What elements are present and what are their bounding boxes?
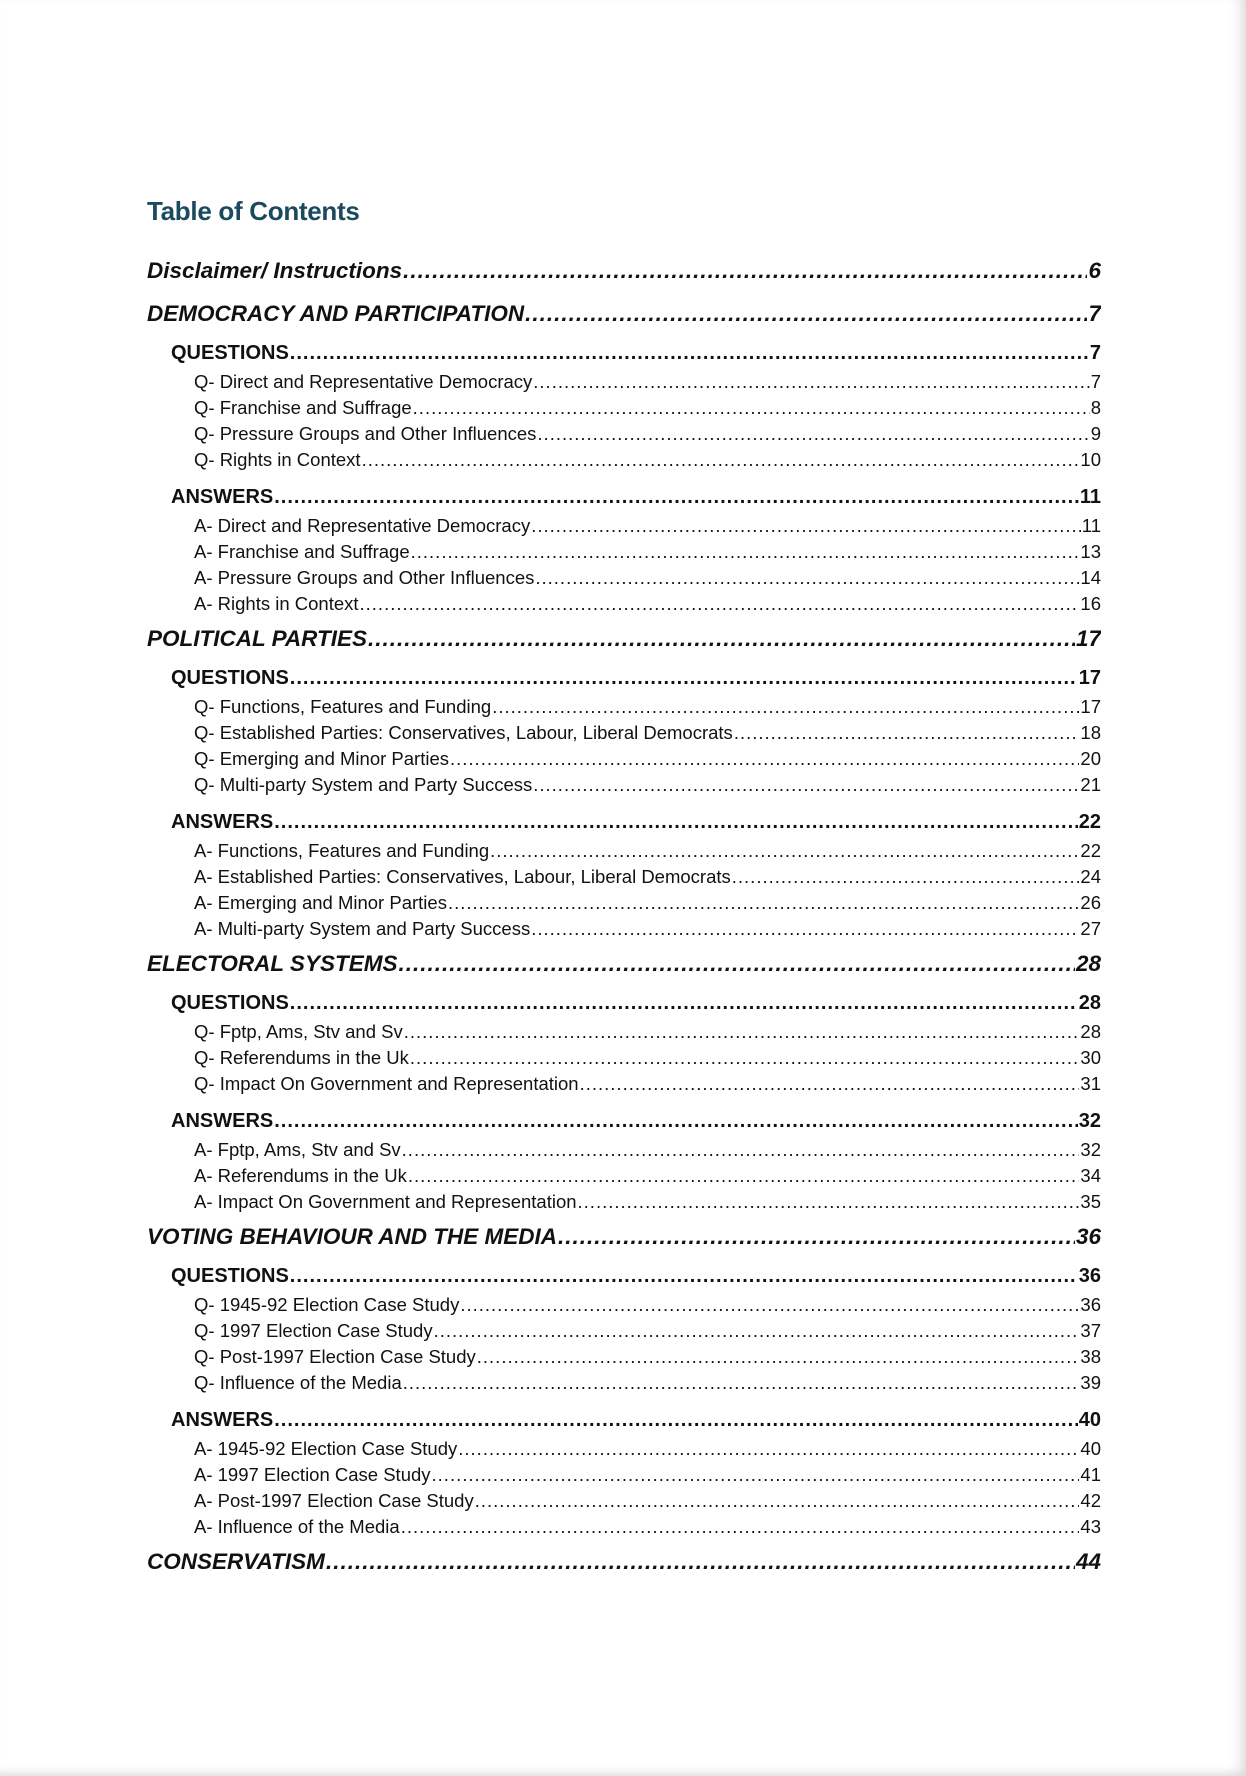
toc-entry-page-number: 34 bbox=[1080, 1165, 1101, 1186]
dot-leader bbox=[531, 513, 1081, 539]
toc-item-entry[interactable] bbox=[147, 1488, 1101, 1514]
toc-entry-label: A- Functions, Features and Funding bbox=[194, 840, 490, 861]
toc-item-entry[interactable] bbox=[147, 395, 1101, 421]
dot-leader bbox=[360, 591, 1080, 617]
toc-entry-label: Q- Impact On Government and Representation bbox=[194, 1073, 579, 1094]
toc-subsection-entry[interactable] bbox=[147, 1105, 1101, 1137]
dot-leader bbox=[558, 1215, 1075, 1258]
dot-leader bbox=[580, 1071, 1080, 1097]
dot-leader bbox=[398, 942, 1075, 985]
toc-entry-page-number: 17 bbox=[1080, 696, 1101, 717]
toc-entry-label: Q- Post-1997 Election Case Study bbox=[194, 1346, 476, 1367]
toc-item-entry[interactable] bbox=[147, 369, 1101, 395]
toc-entry-page-number: 6 bbox=[1088, 258, 1101, 283]
dot-leader bbox=[450, 746, 1079, 772]
dot-leader bbox=[525, 292, 1087, 335]
toc-entry-page-number: 22 bbox=[1078, 811, 1101, 833]
toc-item-entry[interactable] bbox=[147, 1071, 1101, 1097]
toc-entry-label: A- Direct and Representative Democracy bbox=[194, 515, 531, 536]
toc-title: Table of Contents bbox=[147, 196, 360, 226]
toc-entry-page-number: 11 bbox=[1081, 515, 1101, 536]
toc-entry-label: A- Emerging and Minor Parties bbox=[194, 892, 447, 913]
toc-item-entry[interactable] bbox=[147, 1318, 1101, 1344]
dot-leader bbox=[411, 539, 1080, 565]
toc-item-entry[interactable] bbox=[147, 1514, 1101, 1540]
dot-leader bbox=[732, 864, 1080, 890]
toc-item-entry[interactable] bbox=[147, 720, 1101, 746]
toc-entry-page-number: 20 bbox=[1080, 748, 1101, 769]
dot-leader bbox=[402, 1137, 1080, 1163]
toc-entry-label: A- Fptp, Ams, Stv and Sv bbox=[194, 1139, 401, 1160]
dot-leader bbox=[290, 987, 1078, 1019]
table-of-contents bbox=[147, 196, 1101, 1583]
toc-item-entry[interactable] bbox=[147, 1370, 1101, 1396]
toc-item-entry[interactable] bbox=[147, 421, 1101, 447]
dot-leader bbox=[290, 662, 1078, 694]
dot-leader bbox=[537, 421, 1089, 447]
toc-entry-page-number: 21 bbox=[1080, 774, 1101, 795]
dot-leader bbox=[326, 1540, 1075, 1583]
toc-item-entry[interactable] bbox=[147, 746, 1101, 772]
toc-entry-page-number: 28 bbox=[1078, 992, 1101, 1014]
toc-section-entry[interactable] bbox=[147, 292, 1101, 335]
toc-entry-label: A- Influence of the Media bbox=[194, 1516, 400, 1537]
toc-entry-label: A- 1997 Election Case Study bbox=[194, 1464, 431, 1485]
toc-entry-label: ANSWERS bbox=[171, 1110, 274, 1132]
toc-item-entry[interactable] bbox=[147, 838, 1101, 864]
toc-entry-label: CONSERVATISM bbox=[147, 1549, 325, 1574]
toc-item-entry[interactable] bbox=[147, 591, 1101, 617]
toc-entry-page-number: 36 bbox=[1080, 1294, 1101, 1315]
toc-entry-page-number: 14 bbox=[1080, 567, 1101, 588]
dot-leader bbox=[403, 1370, 1080, 1396]
toc-item-entry[interactable] bbox=[147, 1292, 1101, 1318]
toc-entry-label: QUESTIONS bbox=[171, 1265, 289, 1287]
toc-entry-page-number: 41 bbox=[1080, 1464, 1101, 1485]
toc-entry-label: ELECTORAL SYSTEMS bbox=[147, 951, 398, 976]
toc-entry-page-number: 37 bbox=[1080, 1320, 1101, 1341]
toc-entry-label: QUESTIONS bbox=[171, 667, 289, 689]
toc-entry-label: A- Impact On Government and Representation bbox=[194, 1191, 577, 1212]
toc-entry-label: Q- 1997 Election Case Study bbox=[194, 1320, 433, 1341]
toc-item-entry[interactable] bbox=[147, 1462, 1101, 1488]
toc-entry-label: QUESTIONS bbox=[171, 342, 289, 364]
toc-entry-label: A- Established Parties: Conservatives, Labour, Liberal Democrats bbox=[194, 866, 731, 887]
dot-leader bbox=[477, 1344, 1080, 1370]
toc-entry-page-number: 36 bbox=[1075, 1224, 1101, 1249]
dot-leader bbox=[475, 1488, 1080, 1514]
toc-entry-label: Q- Referendums in the Uk bbox=[194, 1047, 409, 1068]
toc-entry-page-number: 26 bbox=[1080, 892, 1101, 913]
toc-entry-label: ANSWERS bbox=[171, 486, 274, 508]
dot-leader bbox=[448, 890, 1079, 916]
toc-entry-label: A- Franchise and Suffrage bbox=[194, 541, 410, 562]
dot-leader bbox=[274, 1404, 1078, 1436]
toc-entry-page-number: 28 bbox=[1080, 1021, 1101, 1042]
toc-entry-page-number: 42 bbox=[1080, 1490, 1101, 1511]
toc-entry-label: A- Pressure Groups and Other Influences bbox=[194, 567, 535, 588]
dot-leader bbox=[403, 249, 1087, 292]
toc-subsection-entry[interactable] bbox=[147, 806, 1101, 838]
toc-subsection-entry[interactable] bbox=[147, 337, 1101, 369]
toc-subsection-entry[interactable] bbox=[147, 662, 1101, 694]
toc-subsection-entry[interactable] bbox=[147, 1404, 1101, 1436]
toc-entry-page-number: 7 bbox=[1090, 371, 1101, 392]
toc-subsection-entry[interactable] bbox=[147, 987, 1101, 1019]
toc-item-entry[interactable] bbox=[147, 1045, 1101, 1071]
dot-leader bbox=[362, 447, 1080, 473]
dot-leader bbox=[458, 1436, 1079, 1462]
dot-leader bbox=[533, 369, 1089, 395]
dot-leader bbox=[492, 694, 1079, 720]
toc-entry-label: A- Rights in Context bbox=[194, 593, 359, 614]
toc-entry-label: VOTING BEHAVIOUR AND THE MEDIA bbox=[147, 1224, 558, 1249]
toc-entry-label: A- Referendums in the Uk bbox=[194, 1165, 407, 1186]
toc-entry-page-number: 36 bbox=[1078, 1265, 1101, 1287]
toc-item-entry[interactable] bbox=[147, 539, 1101, 565]
toc-section-entry[interactable] bbox=[147, 942, 1101, 985]
toc-entry-page-number: 7 bbox=[1089, 342, 1101, 364]
toc-entry-page-number: 27 bbox=[1080, 918, 1101, 939]
toc-entry-page-number: 32 bbox=[1080, 1139, 1101, 1160]
toc-entry-page-number: 40 bbox=[1080, 1438, 1101, 1459]
toc-entry-page-number: 9 bbox=[1090, 423, 1101, 444]
toc-section-entry[interactable] bbox=[147, 617, 1101, 660]
toc-entry-page-number: 22 bbox=[1080, 840, 1101, 861]
toc-entry-label: Q- Functions, Features and Funding bbox=[194, 696, 492, 717]
dot-leader bbox=[413, 395, 1090, 421]
toc-entry-page-number: 44 bbox=[1075, 1549, 1101, 1574]
dot-leader bbox=[578, 1189, 1080, 1215]
toc-entry-page-number: 10 bbox=[1080, 449, 1101, 470]
toc-item-entry[interactable] bbox=[147, 1163, 1101, 1189]
toc-entry-label: A- 1945-92 Election Case Study bbox=[194, 1438, 458, 1459]
dot-leader bbox=[531, 916, 1079, 942]
dot-leader bbox=[368, 617, 1075, 660]
toc-entry-page-number: 35 bbox=[1080, 1191, 1101, 1212]
toc-entry-label: Q- Franchise and Suffrage bbox=[194, 397, 412, 418]
dot-leader bbox=[408, 1163, 1080, 1189]
toc-entry-page-number: 17 bbox=[1078, 667, 1101, 689]
toc-entry-label: Q- Established Parties: Conservatives, Labour, Liberal Democrats bbox=[194, 722, 733, 743]
dot-leader bbox=[410, 1045, 1080, 1071]
toc-entry-page-number: 13 bbox=[1080, 541, 1101, 562]
toc-entry-label: Disclaimer/ Instructions bbox=[147, 258, 403, 283]
toc-entry-page-number: 24 bbox=[1080, 866, 1101, 887]
dot-leader bbox=[434, 1318, 1080, 1344]
toc-section-entry[interactable] bbox=[147, 249, 1101, 292]
toc-entry-label: Q- 1945-92 Election Case Study bbox=[194, 1294, 460, 1315]
toc-item-entry[interactable] bbox=[147, 1137, 1101, 1163]
toc-entry-page-number: 7 bbox=[1088, 301, 1101, 326]
toc-entry-label: Q- Pressure Groups and Other Influences bbox=[194, 423, 537, 444]
toc-entry-label: Q- Influence of the Media bbox=[194, 1372, 402, 1393]
toc-entry-page-number: 16 bbox=[1080, 593, 1101, 614]
toc-entry-label: Q- Direct and Representative Democracy bbox=[194, 371, 533, 392]
toc-entry-label: QUESTIONS bbox=[171, 992, 289, 1014]
dot-leader bbox=[274, 806, 1078, 838]
toc-section-entry[interactable] bbox=[147, 1215, 1101, 1258]
toc-item-entry[interactable] bbox=[147, 864, 1101, 890]
toc-entry-label: Q- Rights in Context bbox=[194, 449, 361, 470]
toc-entry-label: Q- Emerging and Minor Parties bbox=[194, 748, 449, 769]
toc-entry-page-number: 17 bbox=[1075, 626, 1101, 651]
toc-section-entry[interactable] bbox=[147, 1540, 1101, 1583]
toc-item-entry[interactable] bbox=[147, 565, 1101, 591]
toc-entry-label: DEMOCRACY AND PARTICIPATION bbox=[147, 301, 525, 326]
toc-entry-label: POLITICAL PARTIES bbox=[147, 626, 368, 651]
dot-leader bbox=[274, 1105, 1078, 1137]
toc-item-entry[interactable] bbox=[147, 447, 1101, 473]
toc-entry-page-number: 43 bbox=[1080, 1516, 1101, 1537]
toc-entry-page-number: 39 bbox=[1080, 1372, 1101, 1393]
toc-entry-page-number: 38 bbox=[1080, 1346, 1101, 1367]
toc-item-entry[interactable] bbox=[147, 513, 1101, 539]
toc-entry-page-number: 28 bbox=[1075, 951, 1101, 976]
toc-item-entry[interactable] bbox=[147, 1436, 1101, 1462]
dot-leader bbox=[533, 772, 1079, 798]
toc-entry-page-number: 31 bbox=[1080, 1073, 1101, 1094]
dot-leader bbox=[432, 1462, 1080, 1488]
dot-leader bbox=[490, 838, 1079, 864]
toc-list bbox=[147, 249, 1101, 1583]
toc-item-entry[interactable] bbox=[147, 1189, 1101, 1215]
dot-leader bbox=[401, 1514, 1080, 1540]
dot-leader bbox=[274, 481, 1079, 513]
dot-leader bbox=[460, 1292, 1079, 1318]
toc-entry-page-number: 32 bbox=[1078, 1110, 1101, 1132]
toc-entry-label: A- Multi-party System and Party Success bbox=[194, 918, 531, 939]
toc-entry-page-number: 8 bbox=[1090, 397, 1101, 418]
dot-leader bbox=[290, 1260, 1078, 1292]
toc-entry-label: Q- Multi-party System and Party Success bbox=[194, 774, 533, 795]
toc-entry-label: A- Post-1997 Election Case Study bbox=[194, 1490, 474, 1511]
dot-leader bbox=[535, 565, 1079, 591]
toc-item-entry[interactable] bbox=[147, 1019, 1101, 1045]
toc-entry-page-number: 18 bbox=[1080, 722, 1101, 743]
toc-entry-label: Q- Fptp, Ams, Stv and Sv bbox=[194, 1021, 403, 1042]
toc-entry-label: ANSWERS bbox=[171, 811, 274, 833]
toc-entry-page-number: 40 bbox=[1078, 1409, 1101, 1431]
toc-subsection-entry[interactable] bbox=[147, 1260, 1101, 1292]
toc-item-entry[interactable] bbox=[147, 694, 1101, 720]
toc-item-entry[interactable] bbox=[147, 1344, 1101, 1370]
toc-entry-page-number: 30 bbox=[1080, 1047, 1101, 1068]
toc-entry-page-number: 11 bbox=[1079, 486, 1101, 508]
toc-subsection-entry[interactable] bbox=[147, 481, 1101, 513]
toc-entry-label: ANSWERS bbox=[171, 1409, 274, 1431]
toc-item-entry[interactable] bbox=[147, 772, 1101, 798]
toc-item-entry[interactable] bbox=[147, 916, 1101, 942]
dot-leader bbox=[290, 337, 1089, 369]
toc-item-entry[interactable] bbox=[147, 890, 1101, 916]
dot-leader bbox=[734, 720, 1080, 746]
dot-leader bbox=[404, 1019, 1080, 1045]
